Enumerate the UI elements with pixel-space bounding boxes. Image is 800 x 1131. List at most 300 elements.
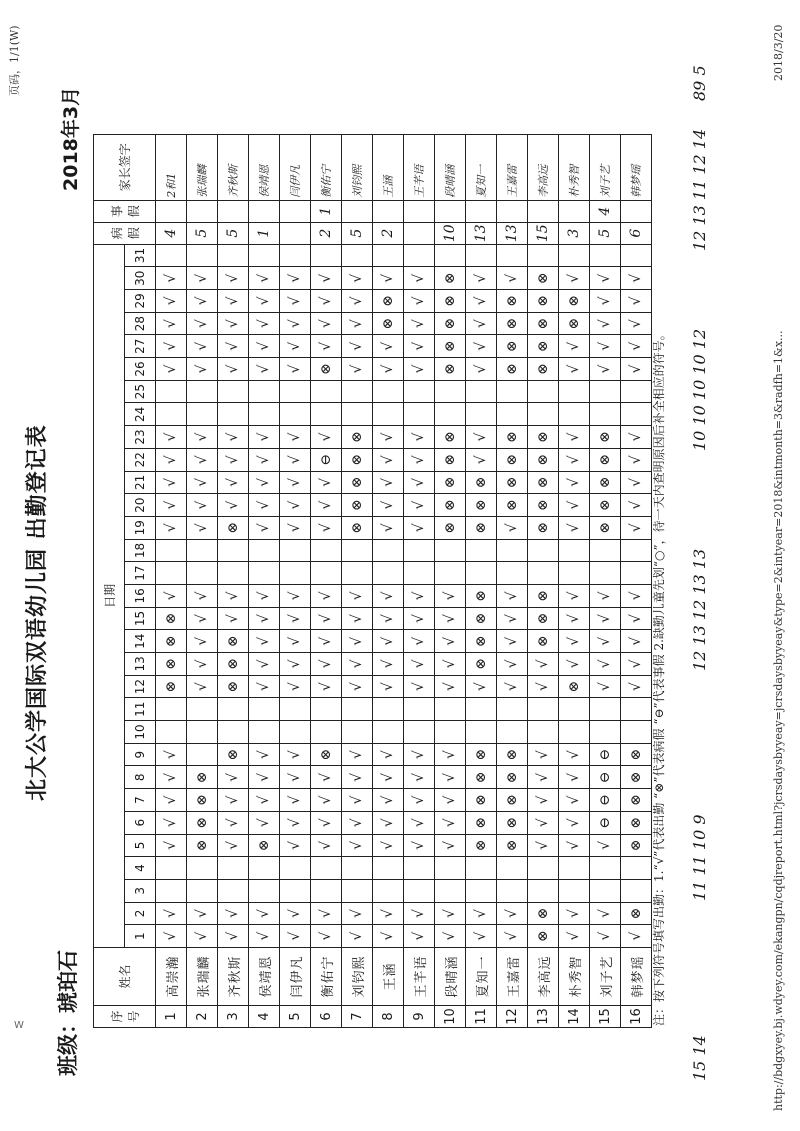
attendance-mark [311, 879, 342, 902]
attendance-mark: √ [373, 743, 404, 766]
attendance-mark: ⊗ [218, 653, 249, 676]
table-row [249, 134, 280, 1027]
attendance-mark [373, 698, 404, 721]
parent-signature: 王涵 [373, 134, 404, 200]
attendance-mark: √ [621, 312, 652, 335]
attendance-mark: √ [249, 675, 280, 698]
attendance-mark [590, 721, 621, 744]
attendance-mark: ⊗ [590, 494, 621, 517]
attendance-mark: √ [342, 335, 373, 358]
attendance-mark: √ [590, 630, 621, 653]
child-name: 闫伊凡 [280, 948, 311, 1006]
attendance-mark [435, 380, 466, 403]
attendance-mark [156, 698, 187, 721]
attendance-mark [528, 380, 559, 403]
attendance-mark: ⊗ [528, 290, 559, 313]
attendance-mark: √ [466, 448, 497, 471]
attendance-mark: √ [621, 925, 652, 948]
attendance-mark [528, 721, 559, 744]
day-header: 22 [125, 448, 156, 471]
child-name: 李高远 [528, 948, 559, 1006]
attendance-mark: ⊗ [590, 516, 621, 539]
attendance-mark: ⊗ [466, 471, 497, 494]
day-header: 28 [125, 312, 156, 335]
child-name: 高崇瀚 [156, 948, 187, 1006]
attendance-mark: √ [249, 811, 280, 834]
table-row [280, 134, 311, 1027]
sick-count: 15 [528, 222, 559, 244]
attendance-mark: √ [342, 834, 373, 857]
attendance-mark: ⊗ [187, 834, 218, 857]
attendance-mark [621, 698, 652, 721]
attendance-mark: √ [559, 471, 590, 494]
attendance-mark: √ [435, 834, 466, 857]
parent-signature: 李高远 [528, 134, 559, 200]
attendance-mark [280, 562, 311, 585]
attendance-mark: √ [218, 834, 249, 857]
day-header: 27 [125, 335, 156, 358]
attendance-mark: √ [280, 743, 311, 766]
personal-count [621, 200, 652, 222]
attendance-mark [187, 562, 218, 585]
attendance-mark: ⊗ [187, 811, 218, 834]
attendance-mark: √ [435, 675, 466, 698]
attendance-mark: √ [249, 471, 280, 494]
attendance-mark: ⊗ [528, 585, 559, 608]
personal-count [373, 200, 404, 222]
day-header: 30 [125, 267, 156, 290]
print-date: 2018/3/20 [772, 24, 785, 81]
attendance-mark: √ [311, 925, 342, 948]
attendance-mark: √ [404, 925, 435, 948]
parent-signature: 衡佑宁 [311, 134, 342, 200]
parent-signature: 张瑞麟 [187, 134, 218, 200]
attendance-mark [311, 380, 342, 403]
attendance-mark: √ [559, 902, 590, 925]
attendance-mark [466, 539, 497, 562]
attendance-mark: ⊗ [435, 448, 466, 471]
attendance-mark: ⊗ [466, 766, 497, 789]
attendance-mark [621, 403, 652, 426]
day-header: 17 [125, 562, 156, 585]
attendance-mark: √ [559, 516, 590, 539]
attendance-mark: ⊗ [218, 743, 249, 766]
attendance-mark: √ [373, 766, 404, 789]
attendance-mark [404, 403, 435, 426]
attendance-mark: ⊗ [497, 494, 528, 517]
parent-signature: 刘子艺 [590, 134, 621, 200]
attendance-mark: √ [404, 653, 435, 676]
day-header: 24 [125, 403, 156, 426]
attendance-mark: √ [435, 902, 466, 925]
attendance-mark: √ [156, 789, 187, 812]
table-row [342, 134, 373, 1027]
attendance-mark: √ [497, 630, 528, 653]
attendance-mark: √ [404, 675, 435, 698]
attendance-mark: √ [249, 585, 280, 608]
attendance-mark: √ [373, 834, 404, 857]
attendance-mark [280, 698, 311, 721]
attendance-mark: √ [280, 312, 311, 335]
class-label: 班级：琥珀石 [56, 950, 80, 1076]
attendance-mark: √ [621, 426, 652, 449]
attendance-mark [249, 380, 280, 403]
attendance-mark: √ [404, 312, 435, 335]
attendance-mark [249, 698, 280, 721]
attendance-mark: √ [218, 902, 249, 925]
attendance-mark: √ [218, 335, 249, 358]
attendance-mark: √ [187, 290, 218, 313]
day-header: 21 [125, 471, 156, 494]
attendance-mark: √ [497, 516, 528, 539]
table-row [156, 134, 187, 1027]
attendance-mark [373, 562, 404, 585]
attendance-mark: √ [621, 585, 652, 608]
attendance-mark: √ [559, 607, 590, 630]
table-row [187, 134, 218, 1027]
attendance-mark: ⊗ [435, 494, 466, 517]
attendance-mark: √ [621, 358, 652, 381]
personal-header: 事假 [94, 200, 156, 222]
attendance-mark: √ [342, 743, 373, 766]
attendance-mark: √ [497, 902, 528, 925]
attendance-mark: √ [342, 312, 373, 335]
attendance-mark: √ [342, 290, 373, 313]
attendance-mark: ⊗ [156, 630, 187, 653]
sick-count: 13 [466, 222, 497, 244]
attendance-mark [435, 857, 466, 880]
sick-count: 5 [342, 222, 373, 244]
attendance-mark [373, 380, 404, 403]
attendance-mark: √ [373, 585, 404, 608]
attendance-mark: √ [559, 267, 590, 290]
attendance-mark: √ [466, 426, 497, 449]
seq-cell: 1 [156, 1006, 187, 1028]
sick-count: 2 [311, 222, 342, 244]
attendance-mark: √ [218, 290, 249, 313]
personal-count [497, 200, 528, 222]
sick-count: 4 [156, 222, 187, 244]
personal-count [466, 200, 497, 222]
attendance-mark: √ [466, 335, 497, 358]
attendance-mark: √ [621, 630, 652, 653]
attendance-mark: √ [311, 653, 342, 676]
attendance-mark: √ [249, 290, 280, 313]
attendance-mark: √ [187, 516, 218, 539]
personal-count [559, 200, 590, 222]
attendance-mark: √ [373, 448, 404, 471]
attendance-mark: √ [621, 494, 652, 517]
attendance-mark: ⊖ [590, 811, 621, 834]
attendance-mark: ⊗ [435, 267, 466, 290]
attendance-mark: √ [311, 426, 342, 449]
child-name: 齐秋斯 [218, 948, 249, 1006]
attendance-mark: √ [218, 471, 249, 494]
attendance-mark [373, 879, 404, 902]
attendance-mark: √ [156, 516, 187, 539]
attendance-mark: √ [249, 494, 280, 517]
attendance-mark [187, 403, 218, 426]
attendance-mark: √ [280, 448, 311, 471]
attendance-mark [218, 698, 249, 721]
attendance-mark [311, 698, 342, 721]
attendance-mark: √ [311, 494, 342, 517]
attendance-mark: √ [621, 653, 652, 676]
attendance-mark: √ [342, 267, 373, 290]
attendance-mark [404, 539, 435, 562]
attendance-mark [249, 879, 280, 902]
attendance-mark: ⊗ [218, 675, 249, 698]
attendance-mark: √ [156, 358, 187, 381]
parent-signature: 王嘉雷 [497, 134, 528, 200]
attendance-mark [342, 698, 373, 721]
attendance-mark: ⊗ [435, 358, 466, 381]
attendance-mark [497, 879, 528, 902]
attendance-mark: √ [187, 585, 218, 608]
attendance-mark: √ [559, 653, 590, 676]
attendance-mark: √ [373, 630, 404, 653]
attendance-mark: √ [280, 607, 311, 630]
attendance-mark [497, 539, 528, 562]
attendance-mark: √ [621, 516, 652, 539]
attendance-mark: ⊗ [466, 653, 497, 676]
attendance-mark [311, 562, 342, 585]
child-name: 夏知一 [466, 948, 497, 1006]
attendance-mark: √ [559, 448, 590, 471]
attendance-mark: ⊗ [466, 789, 497, 812]
attendance-mark [497, 721, 528, 744]
attendance-mark [497, 857, 528, 880]
attendance-mark: √ [218, 494, 249, 517]
attendance-mark: ⊗ [311, 743, 342, 766]
attendance-mark: ⊗ [497, 335, 528, 358]
attendance-mark [218, 721, 249, 744]
attendance-table [93, 134, 652, 1028]
attendance-mark: √ [249, 743, 280, 766]
table-row [497, 134, 528, 1027]
attendance-mark [621, 857, 652, 880]
attendance-mark [218, 403, 249, 426]
attendance-mark [559, 721, 590, 744]
attendance-mark: √ [590, 925, 621, 948]
seq-cell: 13 [528, 1006, 559, 1028]
attendance-mark [280, 380, 311, 403]
attendance-mark: √ [342, 358, 373, 381]
day-header: 3 [125, 879, 156, 902]
attendance-mark [249, 857, 280, 880]
attendance-mark: √ [590, 653, 621, 676]
attendance-mark [311, 539, 342, 562]
attendance-mark: ⊗ [373, 312, 404, 335]
attendance-mark: √ [404, 358, 435, 381]
child-name: 段晴涵 [435, 948, 466, 1006]
attendance-mark: ⊗ [466, 834, 497, 857]
day-header: 13 [125, 653, 156, 676]
attendance-mark [187, 857, 218, 880]
attendance-mark: √ [466, 312, 497, 335]
seq-cell: 11 [466, 1006, 497, 1028]
attendance-mark: √ [435, 585, 466, 608]
attendance-mark [187, 244, 218, 267]
attendance-mark: √ [497, 675, 528, 698]
attendance-mark: √ [404, 811, 435, 834]
legend-note: 注：按下列符号填写出勤：1.“√”代表出勤 “⊗”代表病假 “⊖”代表事假 2.缺勤儿童先划“○”，待一天内查明原因后补全相应的符号。 [652, 328, 666, 1026]
sick-count: 13 [497, 222, 528, 244]
attendance-mark [590, 562, 621, 585]
attendance-mark [342, 721, 373, 744]
attendance-mark: √ [435, 811, 466, 834]
attendance-mark: √ [404, 834, 435, 857]
attendance-mark: √ [342, 789, 373, 812]
attendance-mark: √ [311, 267, 342, 290]
day-header: 10 [125, 721, 156, 744]
child-name: 韩梦瑶 [621, 948, 652, 1006]
attendance-mark: ⊗ [342, 494, 373, 517]
attendance-mark: √ [373, 426, 404, 449]
attendance-mark: √ [311, 834, 342, 857]
attendance-mark [559, 857, 590, 880]
attendance-mark [342, 244, 373, 267]
attendance-mark: √ [621, 607, 652, 630]
attendance-mark: √ [249, 630, 280, 653]
attendance-mark [590, 539, 621, 562]
attendance-mark: √ [528, 811, 559, 834]
sick-count: 5 [187, 222, 218, 244]
day-header: 26 [125, 358, 156, 381]
personal-count [187, 200, 218, 222]
attendance-mark: ⊗ [342, 516, 373, 539]
month-label: 2018年3月 [60, 86, 82, 191]
attendance-mark: √ [156, 471, 187, 494]
attendance-mark: √ [249, 607, 280, 630]
attendance-mark: √ [187, 471, 218, 494]
attendance-mark [404, 721, 435, 744]
attendance-mark [187, 380, 218, 403]
attendance-mark: √ [218, 267, 249, 290]
attendance-mark [621, 380, 652, 403]
attendance-mark: ⊗ [497, 312, 528, 335]
attendance-mark: √ [218, 925, 249, 948]
attendance-mark: √ [156, 925, 187, 948]
day-header: 8 [125, 766, 156, 789]
attendance-mark [528, 698, 559, 721]
attendance-mark: √ [311, 902, 342, 925]
attendance-mark: ⊗ [218, 630, 249, 653]
attendance-mark: √ [590, 358, 621, 381]
attendance-mark: √ [156, 312, 187, 335]
handwritten-total: 10 10 10 10 12 [690, 328, 709, 451]
attendance-mark: √ [311, 811, 342, 834]
attendance-mark: √ [373, 335, 404, 358]
attendance-mark: √ [156, 267, 187, 290]
attendance-mark [466, 857, 497, 880]
attendance-mark: ⊗ [528, 630, 559, 653]
attendance-mark: √ [590, 335, 621, 358]
attendance-mark [218, 539, 249, 562]
parent-signature: 2和1 [156, 134, 187, 200]
attendance-mark: ⊗ [497, 358, 528, 381]
child-name: 侯靖恩 [249, 948, 280, 1006]
attendance-mark: ⊗ [342, 426, 373, 449]
page-title: 北大公学国际双语幼儿园 出勤登记表 [25, 424, 50, 801]
attendance-mark [342, 539, 373, 562]
seq-cell: 2 [187, 1006, 218, 1028]
day-header: 20 [125, 494, 156, 517]
attendance-mark: √ [156, 834, 187, 857]
attendance-mark [466, 403, 497, 426]
attendance-mark: √ [435, 766, 466, 789]
attendance-mark: √ [187, 335, 218, 358]
attendance-mark: √ [373, 789, 404, 812]
attendance-mark [590, 857, 621, 880]
attendance-mark: √ [528, 653, 559, 676]
attendance-mark [404, 562, 435, 585]
attendance-mark [156, 721, 187, 744]
child-name: 刘子艺 [590, 948, 621, 1006]
attendance-mark: √ [404, 448, 435, 471]
attendance-mark: √ [559, 630, 590, 653]
attendance-mark [466, 879, 497, 902]
attendance-mark [311, 403, 342, 426]
attendance-mark: √ [249, 426, 280, 449]
attendance-mark [435, 721, 466, 744]
attendance-mark [156, 562, 187, 585]
attendance-mark: √ [559, 834, 590, 857]
attendance-mark: ⊗ [497, 834, 528, 857]
attendance-mark [156, 380, 187, 403]
seq-cell: 16 [621, 1006, 652, 1028]
sick-count [280, 222, 311, 244]
table-row [528, 134, 559, 1027]
attendance-mark [280, 721, 311, 744]
personal-count [404, 200, 435, 222]
attendance-mark: ⊗ [528, 516, 559, 539]
attendance-mark: √ [311, 471, 342, 494]
attendance-mark: √ [249, 766, 280, 789]
attendance-mark: √ [280, 630, 311, 653]
attendance-mark: √ [373, 494, 404, 517]
attendance-mark: √ [156, 743, 187, 766]
attendance-mark [404, 698, 435, 721]
attendance-mark: √ [528, 789, 559, 812]
attendance-mark: √ [280, 358, 311, 381]
attendance-mark: ⊗ [466, 494, 497, 517]
attendance-mark: √ [404, 902, 435, 925]
attendance-mark [218, 244, 249, 267]
attendance-mark: ⊗ [373, 290, 404, 313]
margin-mark: W [14, 1020, 24, 1031]
attendance-mark: √ [342, 630, 373, 653]
personal-count [435, 200, 466, 222]
attendance-mark: √ [311, 766, 342, 789]
attendance-mark: ⊗ [528, 925, 559, 948]
name-header: 姓名 [94, 948, 156, 1006]
seq-cell: 12 [497, 1006, 528, 1028]
child-name: 衡佑宁 [311, 948, 342, 1006]
attendance-mark: √ [435, 653, 466, 676]
attendance-mark: ⊗ [621, 834, 652, 857]
attendance-mark: ⊗ [621, 789, 652, 812]
attendance-mark: √ [404, 585, 435, 608]
attendance-mark: √ [280, 925, 311, 948]
attendance-mark: √ [187, 607, 218, 630]
attendance-mark: √ [218, 811, 249, 834]
attendance-mark [249, 562, 280, 585]
attendance-mark: √ [249, 902, 280, 925]
attendance-mark: ⊗ [528, 426, 559, 449]
attendance-mark [218, 857, 249, 880]
parent-signature: 侯靖恩 [249, 134, 280, 200]
